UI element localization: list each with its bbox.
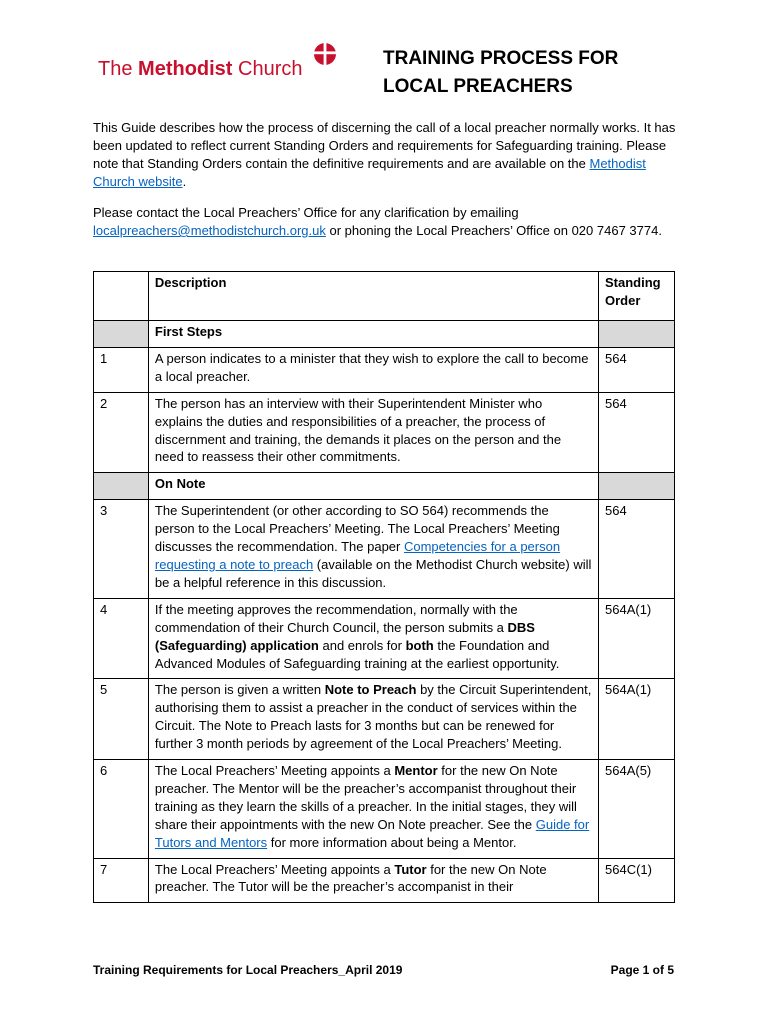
competencies-link[interactable]: Competencies for a person requesting a note to preach: [154, 539, 561, 572]
table-row: [94, 392, 675, 473]
intro-paragraph: This Guide describes how the process of discerning the call of a local preacher normally works. It has been updated to reflect current Standing Orders and requirements for Safeguarding training. Please note that Standing Orders contain the definitive requirements and are available on the Methodist Church website.: [93, 120, 676, 189]
standing-order: 564A(1): [599, 598, 675, 679]
table-row: [94, 760, 675, 859]
table-row: [94, 500, 675, 599]
number-header-cell: [94, 272, 149, 321]
standing-order: 564: [599, 500, 675, 599]
table-row: [94, 858, 675, 903]
methodist-logo-text: The Methodist Church: [98, 58, 303, 80]
footer-document-name: Training Requirements for Local Preachers_April 2019: [93, 963, 403, 977]
step-description: The Superintendent (or other according to SO 564) recommends the person to the Local Preachers’ Meeting. The Local Preachers’ Meeting discusses the recommendation. The paper Competencies for a person requesting a note to preach (available on the Methodist Church website) will be a helpful reference in this discussion.: [148, 500, 598, 599]
step-description: A person indicates to a minister that they wish to explore the call to become a local preacher.: [148, 347, 598, 392]
step-description: The person has an interview with their Superintendent Minister who explains the duties and responsibilities of a preacher, the process of discernment and training, the demands it places on the person and the need to reassess their other commitments.: [148, 392, 598, 473]
footer-page-number: Page 1 of 5: [610, 963, 674, 977]
standing-order-header: Standing Order: [599, 272, 675, 321]
methodist-cross-logo-icon: [314, 43, 336, 65]
table-row: [94, 598, 675, 679]
table-row: [94, 679, 675, 760]
table-header-row: [94, 272, 675, 321]
step-number: 4: [94, 598, 149, 679]
section-label: First Steps: [148, 321, 598, 348]
step-number: 5: [94, 679, 149, 760]
document-title: TRAINING PROCESS FOR LOCAL PREACHERS: [383, 48, 619, 97]
step-number: 2: [94, 392, 149, 473]
section-label: On Note: [148, 473, 598, 500]
standing-order: 564A(5): [599, 760, 675, 859]
methodist-website-link[interactable]: Methodist Church website: [93, 156, 646, 189]
step-number: 7: [94, 858, 149, 903]
standing-order: 564A(1): [599, 679, 675, 760]
contact-paragraph: Please contact the Local Preachers’ Office for any clarification by emailing localpreachers@methodistchurch.org.uk or phoning the Local Preachers’ Office on 020 7467 3774.: [93, 205, 662, 238]
training-process-table: [93, 271, 675, 903]
standing-order: 564: [599, 392, 675, 473]
standing-order: 564: [599, 347, 675, 392]
description-header: Description: [148, 272, 598, 321]
table-row: [94, 347, 675, 392]
section-row-first-steps: [94, 321, 675, 348]
step-description: The Local Preachers’ Meeting appoints a Mentor for the new On Note preacher. The Mentor will be the preacher’s accompanist throughout their training as they learn the skills of a preacher. In the initial stages, they will share their appointments with the new On Note preacher. See the Guide for Tutors and Mentors for more information about being a Mentor.: [148, 760, 598, 859]
step-number: 1: [94, 347, 149, 392]
step-number: 6: [94, 760, 149, 859]
step-description: If the meeting approves the recommendation, normally with the commendation of their Church Council, the person submits a DBS (Safeguarding) application and enrols for both the Foundation and Advanced Modules of Safeguarding training at the earliest opportunity.: [148, 598, 598, 679]
step-number: 3: [94, 500, 149, 599]
section-row-on-note: [94, 473, 675, 500]
email-link[interactable]: localpreachers@methodistchurch.org.uk: [93, 223, 326, 238]
standing-order: 564C(1): [599, 858, 675, 903]
guide-tutors-mentors-link[interactable]: Guide for Tutors and Mentors: [154, 816, 590, 850]
step-description: The person is given a written Note to Preach by the Circuit Superintendent, authorising them to assist a preacher in the conduct of services within the Circuit. The Note to Preach lasts for 3 months but can be renewed for further 3 month periods by agreement of the Local Preachers’ Meeting.: [148, 679, 598, 760]
step-description: The Local Preachers’ Meeting appoints a Tutor for the new On Note preacher. The Tutor will be the preacher’s accompanist in their: [148, 858, 598, 903]
